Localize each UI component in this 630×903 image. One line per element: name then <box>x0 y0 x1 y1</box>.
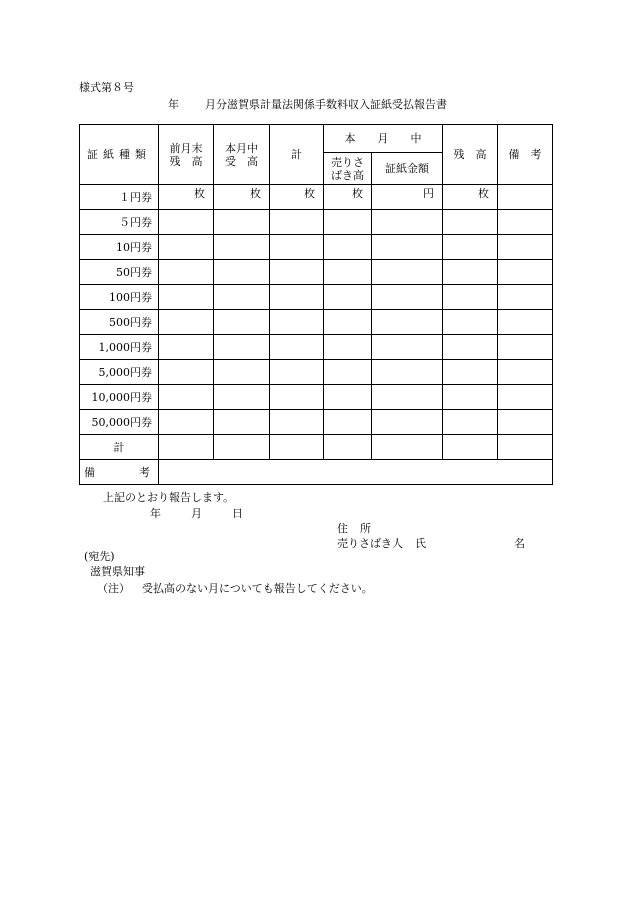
table-row <box>80 285 553 310</box>
title-text: 月分滋賀県計量法関係手数料収入証紙受払報告書 <box>205 98 447 111</box>
header-amount: 証紙金額 <box>372 153 443 185</box>
empty-cell[interactable] <box>324 435 372 460</box>
header-this-month: 本 月 中 <box>324 125 443 153</box>
stamp-ledger-table <box>79 124 553 485</box>
address-label-1: 住 <box>337 522 348 535</box>
empty-cell[interactable] <box>159 285 214 310</box>
header-prev-balance-line1: 前月末 <box>169 141 203 155</box>
empty-cell[interactable] <box>324 235 372 260</box>
empty-cell[interactable] <box>159 235 214 260</box>
empty-cell[interactable] <box>443 335 498 360</box>
header-prev-balance-line2: 残 高 <box>169 154 203 168</box>
header-sold <box>324 153 372 185</box>
empty-cell[interactable] <box>270 385 324 410</box>
empty-cell[interactable] <box>372 410 443 435</box>
name-label-2: 名 <box>514 537 525 550</box>
caution-label: （注） <box>97 582 130 595</box>
empty-cell[interactable] <box>498 410 553 435</box>
seller-label: 売りさばき人 <box>337 537 403 550</box>
empty-cell[interactable] <box>270 210 324 235</box>
table-row <box>80 360 553 385</box>
empty-cell[interactable] <box>214 410 270 435</box>
empty-cell[interactable] <box>324 385 372 410</box>
caution-note <box>97 580 373 596</box>
empty-cell[interactable] <box>372 285 443 310</box>
empty-cell[interactable] <box>498 360 553 385</box>
empty-cell[interactable] <box>372 260 443 285</box>
date-year: 年 <box>150 507 161 520</box>
empty-cell[interactable] <box>159 310 214 335</box>
empty-cell[interactable] <box>443 435 498 460</box>
empty-cell[interactable] <box>214 310 270 335</box>
empty-cell[interactable] <box>159 260 214 285</box>
empty-cell[interactable] <box>270 285 324 310</box>
empty-cell[interactable] <box>498 235 553 260</box>
empty-cell[interactable] <box>214 210 270 235</box>
table-row <box>80 385 553 410</box>
remarks-label <box>80 460 159 485</box>
empty-cell[interactable] <box>443 260 498 285</box>
empty-cell[interactable] <box>324 260 372 285</box>
table-row <box>80 235 553 260</box>
header-prev-balance <box>159 125 214 185</box>
empty-cell[interactable] <box>372 335 443 360</box>
remarks-row <box>80 460 553 485</box>
empty-cell[interactable] <box>443 210 498 235</box>
stamp-type-label: 5,000円券 <box>80 360 159 385</box>
header-total: 計 <box>270 125 324 185</box>
stamp-type-label: 50円券 <box>80 260 159 285</box>
unit-cell: 枚 <box>159 185 214 210</box>
empty-cell[interactable] <box>498 260 553 285</box>
document-title <box>168 96 447 112</box>
empty-cell[interactable] <box>214 335 270 360</box>
title-year: 年 <box>168 98 179 111</box>
empty-cell[interactable] <box>443 285 498 310</box>
table-row <box>80 260 553 285</box>
empty-cell[interactable] <box>443 385 498 410</box>
table-row <box>80 185 553 210</box>
table-row <box>80 210 553 235</box>
empty-cell[interactable] <box>443 235 498 260</box>
empty-cell[interactable] <box>372 310 443 335</box>
unit-cell: 枚 <box>324 185 372 210</box>
empty-cell[interactable] <box>214 435 270 460</box>
remarks-label-2: 考 <box>139 465 150 479</box>
empty-cell[interactable] <box>214 360 270 385</box>
header-received <box>214 125 270 185</box>
empty-cell[interactable] <box>214 260 270 285</box>
header-balance: 残 高 <box>443 125 498 185</box>
empty-cell[interactable] <box>214 385 270 410</box>
unit-cell: 枚 <box>270 185 324 210</box>
empty-cell[interactable] <box>443 310 498 335</box>
table-row <box>80 335 553 360</box>
empty-cell[interactable] <box>372 360 443 385</box>
stamp-type-label: 500円券 <box>80 310 159 335</box>
report-note: 上記のとおり報告します。 <box>103 491 235 504</box>
empty-cell[interactable] <box>159 360 214 385</box>
date-line <box>150 505 273 521</box>
empty-cell[interactable] <box>498 385 553 410</box>
table-row <box>80 310 553 335</box>
form-number: 様式第８号 <box>79 81 134 94</box>
empty-cell[interactable] <box>443 360 498 385</box>
addressee-label: (宛先) <box>84 550 115 563</box>
empty-cell[interactable] <box>214 285 270 310</box>
empty-cell[interactable] <box>372 210 443 235</box>
header-sold-line2: ばき高 <box>331 168 364 182</box>
stamp-type-label: ５円券 <box>80 210 159 235</box>
date-day: 日 <box>232 507 243 520</box>
empty-cell[interactable] <box>443 410 498 435</box>
empty-cell[interactable] <box>214 235 270 260</box>
table-row <box>80 410 553 435</box>
empty-cell[interactable] <box>159 335 214 360</box>
empty-cell[interactable] <box>324 360 372 385</box>
caution-text: 受払高のない月についても報告してください。 <box>142 582 373 595</box>
empty-cell[interactable] <box>270 310 324 335</box>
empty-cell[interactable] <box>498 310 553 335</box>
empty-cell[interactable] <box>372 385 443 410</box>
address-label-2: 所 <box>360 522 371 535</box>
header-sold-line1: 売りさ <box>331 155 364 169</box>
empty-cell[interactable] <box>498 185 553 210</box>
empty-cell[interactable] <box>324 335 372 360</box>
empty-cell[interactable] <box>159 385 214 410</box>
header-received-line1: 本月中 <box>225 141 258 155</box>
empty-cell[interactable] <box>324 410 372 435</box>
remarks-field[interactable] <box>159 460 553 485</box>
total-label: 計 <box>80 435 159 460</box>
name-label-1: 氏 <box>415 537 426 550</box>
stamp-type-label: １円券 <box>80 185 159 210</box>
stamp-type-label: 50,000円券 <box>80 410 159 435</box>
empty-cell[interactable] <box>324 310 372 335</box>
header-remarks: 備 考 <box>498 125 553 185</box>
empty-cell[interactable] <box>159 210 214 235</box>
empty-cell[interactable] <box>498 210 553 235</box>
header-stamp-type: 証紙種類 <box>80 125 159 185</box>
empty-cell[interactable] <box>498 435 553 460</box>
empty-cell[interactable] <box>159 435 214 460</box>
empty-cell[interactable] <box>159 410 214 435</box>
empty-cell[interactable] <box>270 360 324 385</box>
seller-line <box>337 535 525 551</box>
empty-cell[interactable] <box>324 285 372 310</box>
stamp-type-label: 1,000円券 <box>80 335 159 360</box>
unit-cell: 枚 <box>443 185 498 210</box>
unit-cell: 枚 <box>214 185 270 210</box>
empty-cell[interactable] <box>498 335 553 360</box>
empty-cell[interactable] <box>270 410 324 435</box>
unit-cell: 円 <box>372 185 443 210</box>
governor-label: 滋賀県知事 <box>90 565 145 578</box>
empty-cell[interactable] <box>270 435 324 460</box>
date-month: 月 <box>191 507 202 520</box>
header-received-line2: 受 高 <box>225 154 258 168</box>
empty-cell[interactable] <box>372 235 443 260</box>
stamp-type-label: 10円券 <box>80 235 159 260</box>
empty-cell[interactable] <box>270 260 324 285</box>
address-line <box>337 520 371 536</box>
stamp-type-label: 100円券 <box>80 285 159 310</box>
empty-cell[interactable] <box>498 285 553 310</box>
empty-cell[interactable] <box>324 210 372 235</box>
stamp-type-label: 10,000円券 <box>80 385 159 410</box>
total-row <box>80 435 553 460</box>
empty-cell[interactable] <box>372 435 443 460</box>
empty-cell[interactable] <box>270 335 324 360</box>
empty-cell[interactable] <box>270 235 324 260</box>
remarks-label-1: 備 <box>84 465 95 479</box>
